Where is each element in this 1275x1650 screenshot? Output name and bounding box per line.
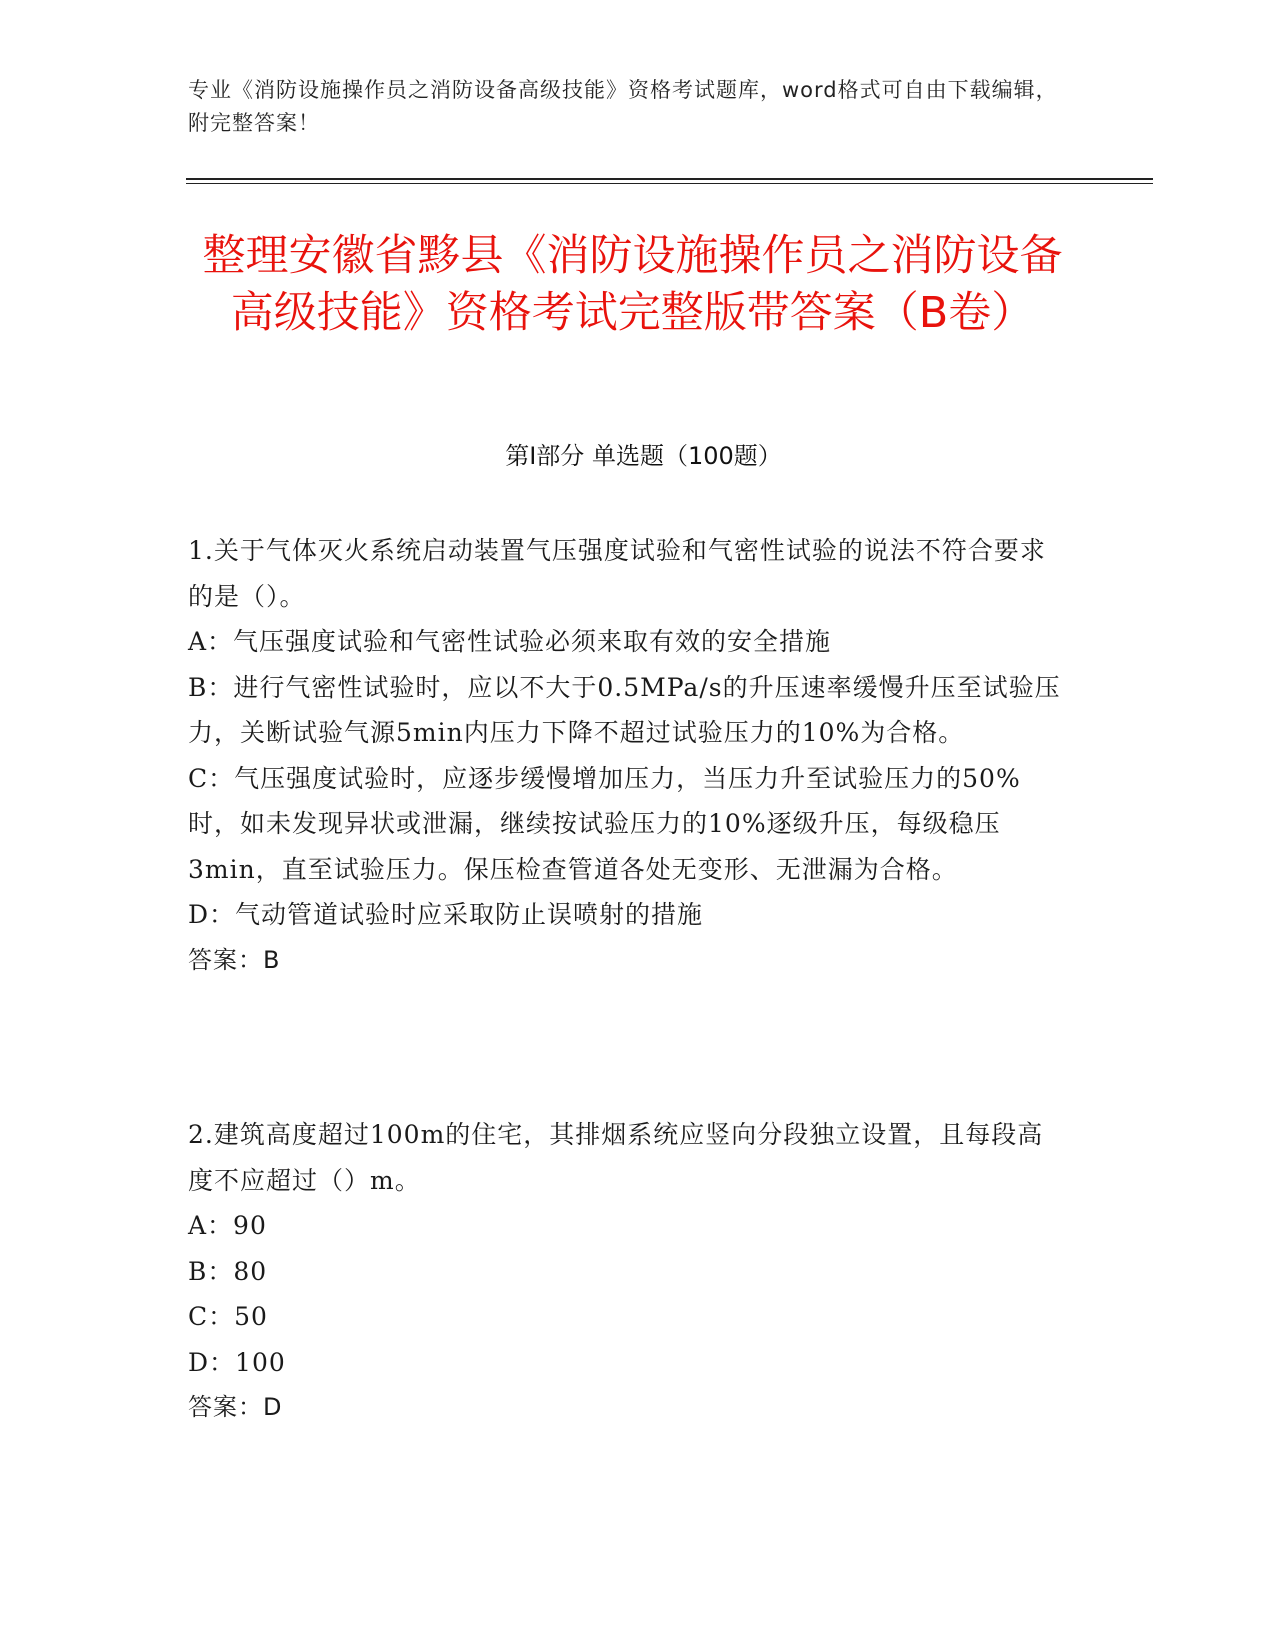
option-c: C：气压强度试验时，应逐步缓慢增加压力，当压力升至试验压力的50%时，如未发现异状或泄漏，继续按试验压力的10%逐级升压，每级稳压3min，直至试验压力。保压检查管道各处无变形、无泄漏为合格。 [188,763,1021,884]
document-title: 整理安徽省黟县《消防设施操作员之消防设备高级技能》资格考试完整版带答案（B卷） [202,231,1063,338]
option-b: B：80 [188,1256,268,1286]
option-c: C：50 [188,1302,268,1331]
option-a: A：气压强度试验和气密性试验必须来取有效的安全措施 [188,627,832,656]
option-a: A：90 [188,1211,267,1240]
answer: 答案：B [188,945,281,974]
section-heading: 第I部分 单选题（100题） [505,442,782,470]
option-d: D：气动管道试验时应采取防止误喷射的措施 [188,900,704,929]
question-1 [188,528,1068,983]
question-stem: 2.建筑高度超过100m的住宅，其排烟系统应竖向分段独立设置，且每段高度不应超过（）m。 [188,1120,1044,1195]
question-stem: 1.关于气体灭火系统启动装置气压强度试验和气密性试验的说法不符合要求的是（）。 [188,536,1046,611]
header-divider-thick [186,178,1153,180]
question-2 [188,1112,1068,1431]
header-divider-thin [186,183,1153,184]
answer: 答案：D [188,1393,283,1421]
header-note: 专业《消防设施操作员之消防设备高级技能》资格考试题库，word格式可自由下载编辑，附完整答案！ [188,78,1058,135]
option-d: D：100 [188,1347,286,1377]
option-b: B：进行气密性试验时，应以不大于0.5MPa/s的升压速率缓慢升压至试验压力，关断试验气源5min内压力下降不超过试验压力的10%为合格。 [188,672,1061,747]
